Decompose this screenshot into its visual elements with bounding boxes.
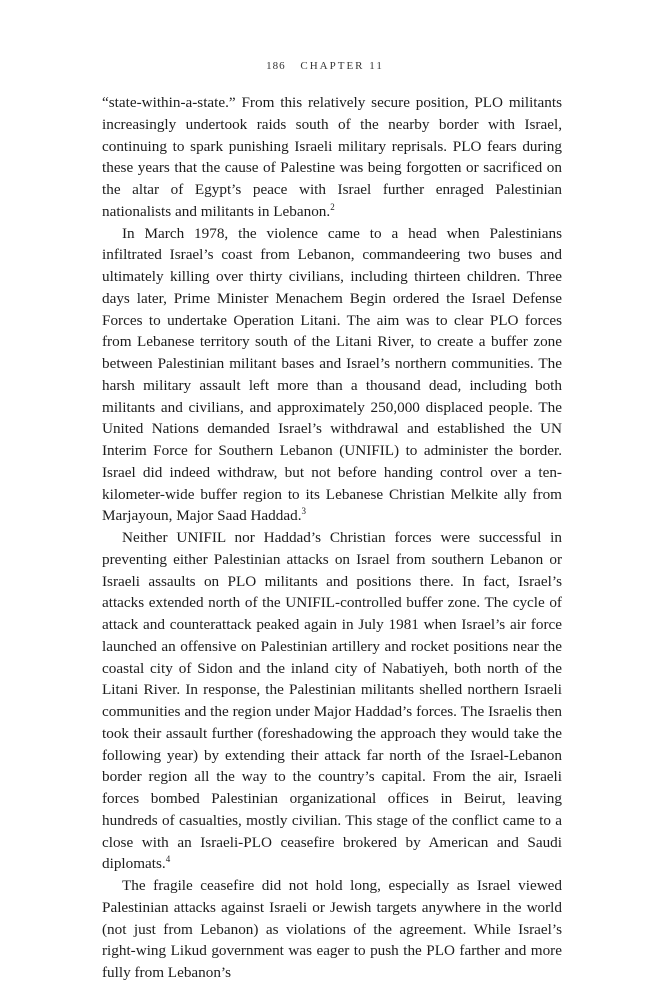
- footnote-marker[interactable]: 4: [165, 854, 171, 865]
- page-number: 186: [266, 60, 286, 72]
- paragraph-3: [102, 527, 562, 875]
- paragraph-4: [102, 875, 562, 984]
- paragraph-text: The fragile ceasefire did not hold long, especially as Israel viewed Palestinian attacks against Israeli or Jewish targets anywhere in the world (not just from Lebanon) as violations of the agreement. While Israel’s right-wing Likud government was eager to push the PLO farther and more fully from Lebanon’s: [102, 877, 562, 981]
- paragraph-text: Neither UNIFIL nor Haddad’s Christian forces were successful in preventing either Palestinian attacks on Israel from southern Lebanon or Israeli assaults on PLO militants and positions there. In fact, Israel’s attacks extended north of the UNIFIL-controlled buffer zone. The cycle of attack and counterattack peaked again in July 1981 when Israel’s air force launched an offensive on Palestinian artillery and rocket positions near the coastal city of Sidon and the inland city of Nabatiyeh, both north of the Litani River. In response, the Palestinian militants shelled northern Israeli communities and the region under Major Haddad’s forces. The Israelis then took their assault further (foreshadowing the approach they would take the following year) by extending their attack far north of the Israel-Lebanon border region all the way to the country’s capital. From the air, Israeli forces bombed Palestinian organizational offices in Beirut, leaving hundreds of casualties, mostly civilian. This stage of the conflict came to a close with an Israeli-PLO ceasefire brokered by American and Saudi diplomats.: [102, 529, 562, 873]
- body-text: [102, 92, 562, 984]
- paragraph-text: In March 1978, the violence came to a head when Palestinians infiltrated Israel’s coast from Lebanon, commandeering two buses and ultimately killing over thirty civilians, including thirteen children. Three days later, Prime Minister Menachem Begin ordered the Israel Defense Forces to undertake Operation Litani. The aim was to clear PLO forces from Lebanese territory south of the Litani River, to create a buffer zone between Palestinian militant bases and Israel’s northern communities. The harsh military assault left more than a thousand dead, including both militants and civilians, and approximately 250,000 displaced people. The United Nations demanded Israel’s withdrawal and established the UN Interim Force for Southern Lebanon (UNIFIL) to administer the border. Israel did indeed withdraw, but not before handing control over a ten-kilometer-wide buffer region to its Lebanese Christian Melkite ally from Marjayoun, Major Saad Haddad.: [102, 224, 562, 525]
- footnote-marker[interactable]: 3: [301, 506, 306, 517]
- chapter-label: CHAPTER 11: [300, 60, 384, 72]
- paragraph-2: [102, 223, 562, 528]
- running-head: [0, 60, 650, 72]
- footnote-marker[interactable]: 2: [330, 201, 335, 212]
- paragraph-text: “state-within-a-state.” From this relatively secure position, PLO militants increasingly undertook raids south of the nearby border with Israel, continuing to spark punishing Israeli military reprisals. PLO fears during these years that the cause of Palestine was being forgotten or sacrificed on the altar of Egypt’s peace with Israel further enraged Palestinian nationalists and militants in Lebanon.: [102, 94, 562, 220]
- paragraph-1: [102, 92, 562, 223]
